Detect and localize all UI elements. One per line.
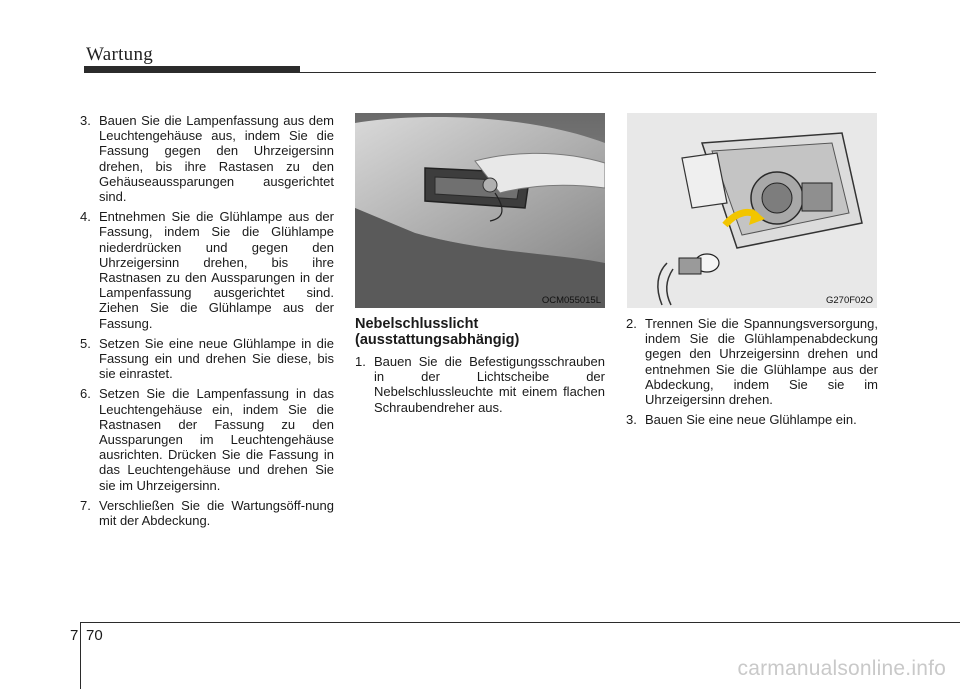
step-item bbox=[80, 113, 334, 204]
step-text: Bauen Sie eine neue Glühlampe ein. bbox=[645, 412, 857, 428]
page-number: 70 bbox=[86, 627, 103, 644]
step-text: Bauen Sie die Befestigungsschrauben in der Lichtscheibe der Nebelschlussleuchte mit einem flachen Schraubendreher aus. bbox=[374, 354, 605, 415]
lamp-housing-illustration bbox=[627, 113, 877, 308]
step-text: Verschließen Sie die Wartungsöff-nung mit der Abdeckung. bbox=[99, 497, 334, 529]
step-text: Setzen Sie eine neue Glühlampe in die Fassung ein und drehen Sie diese, bis sie einrastet. bbox=[99, 335, 334, 382]
section-heading: Nebelschlusslicht (ausstattungsabhängig) bbox=[355, 316, 520, 348]
header-rule bbox=[84, 72, 876, 73]
step-item bbox=[626, 412, 878, 427]
step-number: 4. bbox=[80, 209, 91, 225]
chapter-number: 7 bbox=[70, 627, 79, 644]
middle-column bbox=[355, 316, 605, 420]
figure-caption: OCM055015L bbox=[541, 295, 601, 306]
step-number: 1. bbox=[355, 354, 366, 369]
step-number: 2. bbox=[626, 316, 637, 331]
step-number: 5. bbox=[80, 335, 91, 351]
step-item bbox=[80, 336, 334, 382]
step-number: 3. bbox=[80, 113, 91, 128]
figure-caption: G270F02O bbox=[826, 295, 873, 306]
left-column bbox=[80, 113, 334, 533]
step-number: 3. bbox=[626, 412, 637, 428]
step-item bbox=[80, 386, 334, 492]
watermark-text: carmanualsonline.info bbox=[737, 657, 946, 680]
step-item bbox=[355, 354, 605, 415]
right-column bbox=[626, 316, 878, 432]
step-number: 7. bbox=[80, 497, 91, 513]
step-text: Bauen Sie die Lampenfassung aus dem Leuchtengehäuse aus, indem Sie die Fassung gegen den Uhrzeigersinn drehen, bis ihre Rastasen zu den Gehäuseaussparungen ausgerichtet sind. bbox=[99, 113, 334, 205]
step-item bbox=[80, 209, 334, 331]
step-item bbox=[626, 316, 878, 407]
step-text: Trennen Sie die Spannungsversorgung, indem Sie die Glühlampenabdeckung gegen den Uhrzeigersinn drehen und entnehmen Sie die Glühlampe aus der Abdeckung, indem Sie sie im Uhrzeigersinn drehen. bbox=[645, 316, 878, 408]
footer-vertical-rule bbox=[80, 622, 81, 689]
step-text: Setzen Sie die Lampenfassung in das Leuchtengehäuse ein, indem Sie die Rastnasen der Fassung zu den Aussparungen im Leuchtengehäuse ausrichten. Drücken Sie die Fassung in das Leuchtengehäuse und drehen Sie sie im Uhrzeigersinn. bbox=[99, 386, 334, 493]
step-text: Entnehmen Sie die Glühlampe aus der Fassung, indem Sie die Glühlampe niederdrücken und gegen den Uhrzeigersinn drehen, bis ihre Rastnasen zu den Aussparungen in der Lampenfassung ausgerichtet sind. Ziehen Sie die Glühlampe aus der Fassung. bbox=[99, 209, 334, 331]
figure-lamp-housing bbox=[627, 113, 877, 308]
footer-horizontal-rule bbox=[80, 622, 960, 623]
step-number: 6. bbox=[80, 386, 91, 402]
bumper-illustration bbox=[355, 113, 605, 308]
step-item bbox=[80, 498, 334, 528]
page-section-title: Wartung bbox=[86, 44, 154, 65]
figure-bumper-fog-lamp bbox=[355, 113, 605, 308]
